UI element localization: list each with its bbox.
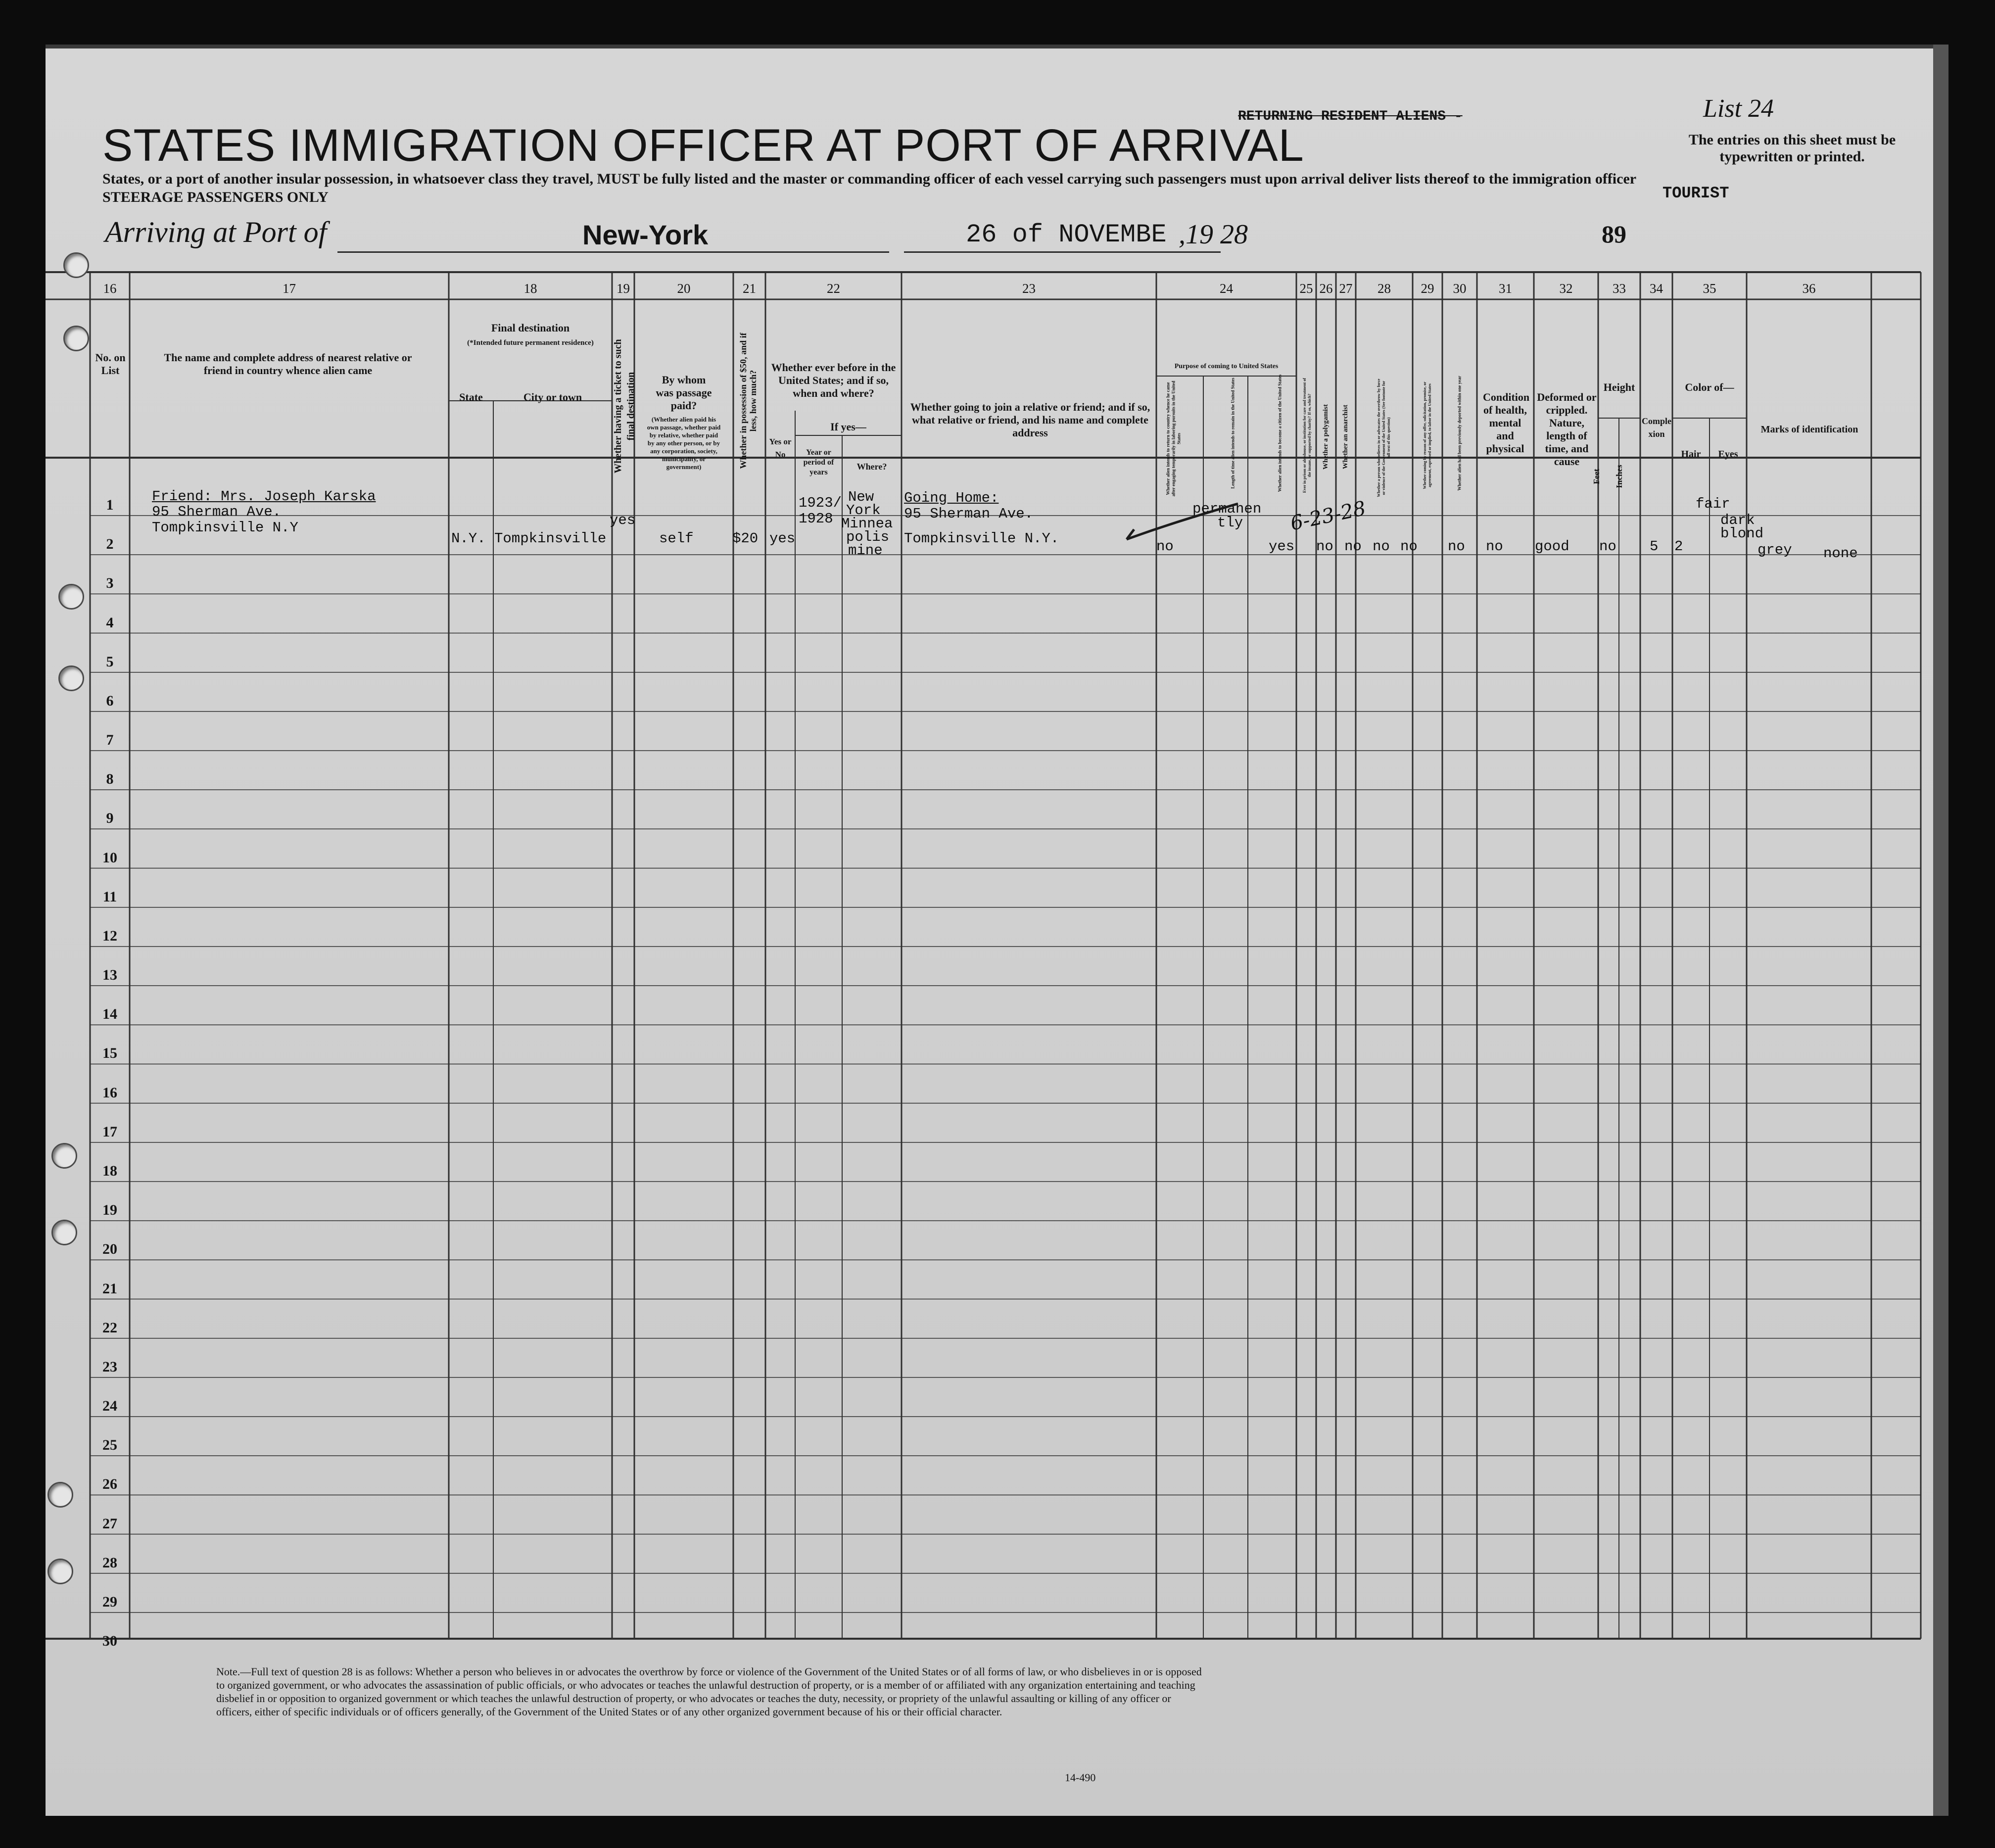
form-title: STATES IMMIGRATION OFFICER AT PORT OF ARRIVAL <box>102 120 1304 171</box>
header-year-period: Year or period of years <box>803 448 834 476</box>
length-of-stay-1: permanen <box>1192 501 1262 517</box>
row-number: 20 <box>102 1241 117 1258</box>
row-number: 7 <box>106 732 114 749</box>
row-number: 6 <box>106 692 114 709</box>
binder-hole <box>58 584 84 610</box>
colnum-29: 29 <box>1421 281 1434 296</box>
page-number: 89 <box>1602 220 1626 248</box>
row-number: 5 <box>106 653 114 670</box>
row-number: 17 <box>102 1123 117 1140</box>
colnum-34: 34 <box>1650 281 1663 296</box>
row-number: 4 <box>106 614 114 631</box>
header-offer: Whether coming by reason of any offer, solicitation, promise, or agreement, expressed or implied, to labor in the United States <box>1423 381 1432 489</box>
colnum-22: 22 <box>827 281 840 296</box>
row-number: 22 <box>102 1319 117 1336</box>
header-eyes: Eyes <box>1718 449 1738 460</box>
colnum-18: 18 <box>523 281 537 296</box>
header-purpose-a: Whether alien intends to return to country whence he came after engaging temporarily in laboring pursuits in the United States <box>1165 380 1182 497</box>
colnum-27: 27 <box>1339 281 1353 296</box>
colnum-36: 36 <box>1802 281 1816 296</box>
ever-before-answer: yes <box>769 530 796 547</box>
row-number: 16 <box>102 1084 117 1101</box>
row-number: 2 <box>106 536 114 553</box>
pen-check-mark <box>1124 500 1243 544</box>
height-inches: 2 <box>1674 538 1683 555</box>
form-number: 14-490 <box>1065 1771 1096 1784</box>
ticket-answer: yes <box>610 512 636 528</box>
binder-hole <box>51 1143 77 1169</box>
tourist-stamp: TOURIST <box>1662 184 1729 202</box>
row-number: 1 <box>106 497 114 513</box>
manifest-grid <box>46 45 1948 1816</box>
polygamist-answer: no <box>1344 538 1362 555</box>
port-name: New-York <box>582 219 709 250</box>
header-by-whom: By whom was passage paid? <box>656 374 712 412</box>
typewritten-instruction: The entries on this sheet must be typewritten or printed. <box>1688 132 1896 165</box>
dest-city: Tompkinsville <box>494 530 607 547</box>
header-prison: Ever in prison or almshouse, or institution for care and treatment of the insane, or supported by charity? If so, which? <box>1302 378 1312 493</box>
row-number: 15 <box>102 1045 117 1062</box>
header-deported: Whether alien had been previously deported within one year <box>1457 376 1462 491</box>
header-where: Where? <box>856 462 887 472</box>
colnum-25: 25 <box>1299 281 1313 296</box>
header-final-destination-note: (*Intended future permanent residence) <box>467 339 594 347</box>
eyes-answer: grey <box>1758 542 1792 558</box>
row-number: 13 <box>102 967 117 984</box>
height-feet: 5 <box>1650 538 1659 555</box>
row-number: 9 <box>106 810 114 827</box>
header-purpose-b: Length of time alien intends to remain in the United States <box>1230 378 1235 489</box>
header-going-to-join: Whether going to join a relative or friend; and if so, what relative or friend, and his name and complete address <box>910 401 1150 439</box>
years-line-2: 1928 <box>799 511 833 527</box>
returning-aliens-stamp: RETURNING RESIDENT ALIENS - <box>1238 109 1463 124</box>
header-color-of: Color of— <box>1685 381 1734 393</box>
row-number: 19 <box>102 1202 117 1219</box>
become-citizen: yes <box>1269 538 1295 555</box>
join-line-3: Tompkinsville N.Y. <box>904 530 1059 547</box>
handwritten-date: 6-23-28 <box>1288 497 1368 535</box>
join-line-1: Going Home: <box>904 490 999 506</box>
where-line-5: mine <box>848 542 883 559</box>
relative-line-1: Friend: Mrs. Joseph Karska <box>152 488 376 505</box>
colnum-21: 21 <box>743 281 756 296</box>
header-complexion: Complexion <box>1642 416 1671 439</box>
colnum-28: 28 <box>1378 281 1391 296</box>
header-no-on-list: No. on List <box>95 351 126 377</box>
header-overthrow: Whether a person who believes in or advocates the overthrow by force or violence of the Government of the United States (See footnote for full text of this question) <box>1377 379 1391 497</box>
money-amount: $20 <box>732 530 759 547</box>
health-answer: good <box>1535 538 1569 555</box>
join-line-2: 95 Sherman Ave. <box>904 506 1034 522</box>
binder-hole <box>48 1559 73 1584</box>
row-number: 29 <box>102 1593 117 1610</box>
form-subtitle: States, or a port of another insular possession, in whatsoever class they travel, MUST be fully listed and the master or commanding officer of each vessel carrying such passengers must upon arrival deliver lists thereof to the immigration officer <box>102 171 1637 187</box>
row-number: 12 <box>102 927 117 944</box>
deported-answer: no <box>1486 538 1503 555</box>
header-inches: Inches <box>1615 465 1624 488</box>
row-number: 21 <box>102 1280 117 1297</box>
where-line-1: New <box>848 489 874 505</box>
colnum-20: 20 <box>677 281 691 296</box>
binder-hole <box>63 326 89 351</box>
where-line-4: polis <box>846 529 890 545</box>
list-number: List 24 <box>1703 95 1774 123</box>
arrival-year: ,19 28 <box>1179 219 1248 250</box>
colnum-24: 24 <box>1220 281 1233 296</box>
header-feet: Feet <box>1592 469 1601 484</box>
hair-line-1: dark <box>1720 512 1755 528</box>
header-final-destination: Final destination <box>491 322 570 334</box>
header-polygamist: Whether a polygamist <box>1322 404 1330 470</box>
header-deformed: Deformed or crippled. Nature, length of time, and cause <box>1537 391 1597 468</box>
marks-answer: none <box>1823 545 1858 562</box>
complexion-answer: fair <box>1696 496 1730 512</box>
header-ticket: Whether having a ticket to such final destination <box>613 339 636 474</box>
row-number: 30 <box>102 1633 117 1650</box>
paid-by: self <box>659 530 694 547</box>
row-number: 28 <box>102 1554 117 1571</box>
header-ever-before: Whether ever before in the United States; and if so, when and where? <box>771 361 896 399</box>
row-number: 26 <box>102 1476 117 1493</box>
where-line-2: York <box>846 502 881 519</box>
manifest-sheet <box>46 45 1948 1816</box>
prison-answer: no <box>1316 538 1333 555</box>
header-condition: Condition of health, mental and physical <box>1483 391 1530 455</box>
header-anarchist: Whether an anarchist <box>1342 404 1349 470</box>
binder-hole <box>51 1220 77 1245</box>
footer-note: Note.—Full text of question 28 is as follows: Whether a person who believes in or advocates the overthrow by force or violence of the Government of the United States or of all forms of law, or who disbelieves in or is opposed to organized government, or who advocates the assassination of public officials, or who advocates or teaches the unlawful destruction of property, or is a member of or affiliated with any organization entertaining and teaching disbelief in or opposition to organized government or which teaches the unlawful destruction of property, or who advocates or teaches the duty, necessity, or propriety of the unlawful assaulting or killing of any officer or officers, either of specific individuals or of officers generally, of the Government of the United States or of any other organized government because of his or their official character. <box>216 1665 1202 1718</box>
anarchist-answer: no <box>1373 538 1390 555</box>
binder-hole <box>48 1482 73 1508</box>
arrival-date: 26 of NOVEMBE <box>966 220 1167 249</box>
header-yes-no: Yes or No <box>769 437 792 459</box>
header-purpose-c: Whether alien intends to become a citizen of the United States <box>1277 374 1282 492</box>
header-height: Height <box>1603 381 1635 393</box>
row-number: 10 <box>102 849 117 866</box>
colnum-35: 35 <box>1703 281 1716 296</box>
row-number: 18 <box>102 1163 117 1180</box>
colnum-23: 23 <box>1022 281 1036 296</box>
hair-line-2: blond <box>1720 525 1764 542</box>
row-number: 23 <box>102 1358 117 1375</box>
colnum-30: 30 <box>1453 281 1467 296</box>
row-number: 25 <box>102 1437 117 1454</box>
header-nearest-relative: The name and complete address of nearest relative or friend in country whence alien came <box>164 351 412 377</box>
colnum-19: 19 <box>617 281 630 296</box>
relative-line-2: 95 Sherman Ave. <box>152 504 282 520</box>
header-by-whom-note: (Whether alien paid his own passage, whether paid by relative, whether paid by any other person, or by any corporation, society, municipality, or government) <box>647 416 721 471</box>
purpose-return: no <box>1156 538 1174 555</box>
header-state: State <box>459 391 483 403</box>
deformed-answer: no <box>1599 538 1616 555</box>
row-number: 27 <box>102 1515 117 1532</box>
header-city: City or town <box>523 391 582 403</box>
header-if-yes: If yes— <box>830 421 866 433</box>
header-money: Whether in possession of $50, and if less, how much? <box>738 332 758 469</box>
relative-line-3: Tompkinsville N.Y <box>152 520 298 536</box>
colnum-33: 33 <box>1613 281 1626 296</box>
length-of-stay-2: tly <box>1217 515 1243 531</box>
row-number: 11 <box>102 888 117 905</box>
dest-state: N.Y. <box>451 530 486 547</box>
colnum-17: 17 <box>283 281 296 296</box>
row-number: 8 <box>106 771 114 788</box>
header-purpose: Purpose of coming to United States <box>1174 363 1279 370</box>
steerage-label: STEERAGE PASSENGERS ONLY <box>102 189 329 205</box>
row-number: 24 <box>102 1398 117 1415</box>
colnum-31: 31 <box>1499 281 1512 296</box>
overthrow-answer: no <box>1400 538 1418 555</box>
header-hair: Hair <box>1681 449 1701 460</box>
colnum-16: 16 <box>103 281 117 296</box>
row-number: 14 <box>102 1006 117 1023</box>
colnum-32: 32 <box>1559 281 1573 296</box>
years-line-1: 1923/ <box>799 495 842 511</box>
binder-hole <box>58 665 84 691</box>
row-number: 3 <box>106 575 114 592</box>
colnum-26: 26 <box>1319 281 1333 296</box>
where-line-3: Minnea <box>841 516 893 532</box>
offer-answer: no <box>1448 538 1465 555</box>
header-marks: Marks of identification <box>1760 424 1858 435</box>
binder-hole <box>63 252 89 278</box>
arriving-label: Arriving at Port of <box>105 216 327 248</box>
